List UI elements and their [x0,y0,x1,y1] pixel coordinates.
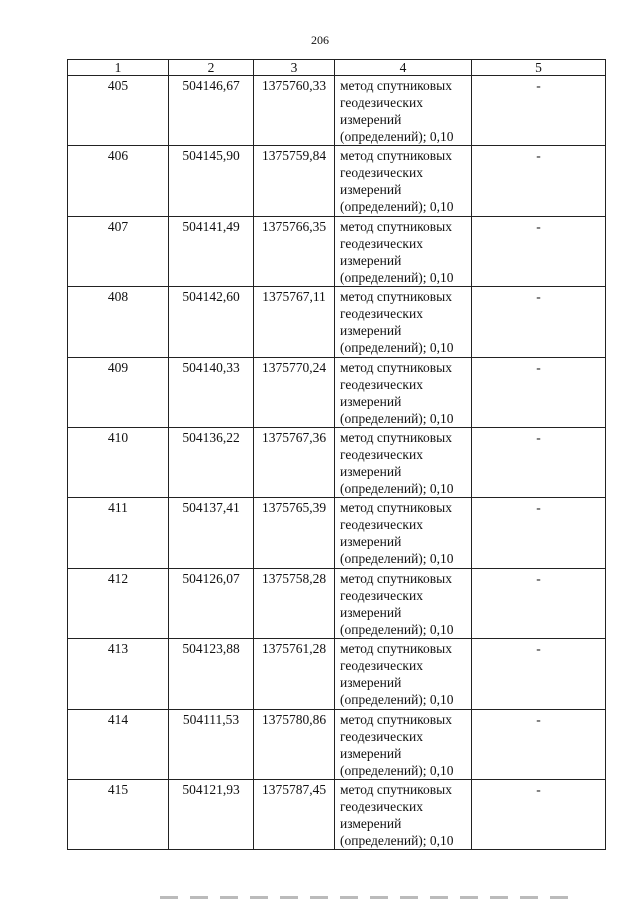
note-cell: - [472,498,606,568]
measurement-method: метод спутниковых геодезических измерений (определений); 0,10 [335,216,472,286]
point-number: 414 [68,709,169,779]
table-row [68,146,606,216]
point-number: 408 [68,287,169,357]
point-number: 409 [68,357,169,427]
point-number: 411 [68,498,169,568]
coordinate-x: 504137,41 [169,498,254,568]
measurement-method: метод спутниковых геодезических измерений (определений); 0,10 [335,287,472,357]
coordinate-y: 1375770,24 [254,357,335,427]
table-row [68,779,606,849]
point-number: 412 [68,568,169,638]
point-number: 413 [68,639,169,709]
table-row [68,498,606,568]
measurement-method: метод спутниковых геодезических измерений (определений); 0,10 [335,639,472,709]
table-row [68,427,606,497]
point-number: 406 [68,146,169,216]
column-header-3: 3 [254,60,335,76]
table-body [68,76,606,850]
coordinate-x: 504123,88 [169,639,254,709]
coordinate-x: 504142,60 [169,287,254,357]
column-header-1: 1 [68,60,169,76]
coordinate-y: 1375780,86 [254,709,335,779]
coordinate-y: 1375759,84 [254,146,335,216]
measurement-method: метод спутниковых геодезических измерений (определений); 0,10 [335,76,472,146]
note-cell: - [472,568,606,638]
note-cell: - [472,76,606,146]
table-header-row [68,60,606,76]
note-cell: - [472,427,606,497]
table-row [68,357,606,427]
faded-footer-line [160,896,580,899]
table-row [68,568,606,638]
point-number: 405 [68,76,169,146]
coordinate-y: 1375760,33 [254,76,335,146]
note-cell: - [472,639,606,709]
note-cell: - [472,146,606,216]
coordinate-x: 504146,67 [169,76,254,146]
column-header-4: 4 [335,60,472,76]
coordinate-x: 504136,22 [169,427,254,497]
measurement-method: метод спутниковых геодезических измерений (определений); 0,10 [335,568,472,638]
column-header-5: 5 [472,60,606,76]
coordinate-y: 1375767,11 [254,287,335,357]
note-cell: - [472,216,606,286]
coordinate-y: 1375787,45 [254,779,335,849]
measurement-method: метод спутниковых геодезических измерений (определений); 0,10 [335,357,472,427]
coordinate-x: 504145,90 [169,146,254,216]
point-number: 407 [68,216,169,286]
page-number: 206 [311,33,329,47]
table-row [68,216,606,286]
coordinate-x: 504126,07 [169,568,254,638]
coordinate-y: 1375767,36 [254,427,335,497]
column-header-2: 2 [169,60,254,76]
point-number: 415 [68,779,169,849]
note-cell: - [472,287,606,357]
measurement-method: метод спутниковых геодезических измерений (определений); 0,10 [335,146,472,216]
coordinate-x: 504140,33 [169,357,254,427]
note-cell: - [472,709,606,779]
measurement-method: метод спутниковых геодезических измерений (определений); 0,10 [335,427,472,497]
coordinate-y: 1375758,28 [254,568,335,638]
point-number: 410 [68,427,169,497]
measurement-method: метод спутниковых геодезических измерений (определений); 0,10 [335,779,472,849]
note-cell: - [472,779,606,849]
table-row [68,287,606,357]
table-row [68,639,606,709]
table-row [68,76,606,146]
coordinate-y: 1375765,39 [254,498,335,568]
measurement-method: метод спутниковых геодезических измерений (определений); 0,10 [335,498,472,568]
coordinate-y: 1375766,35 [254,216,335,286]
coordinate-x: 504141,49 [169,216,254,286]
note-cell: - [472,357,606,427]
table-row [68,709,606,779]
coordinates-table [67,59,606,850]
coordinate-x: 504111,53 [169,709,254,779]
measurement-method: метод спутниковых геодезических измерений (определений); 0,10 [335,709,472,779]
coordinate-y: 1375761,28 [254,639,335,709]
coordinate-x: 504121,93 [169,779,254,849]
